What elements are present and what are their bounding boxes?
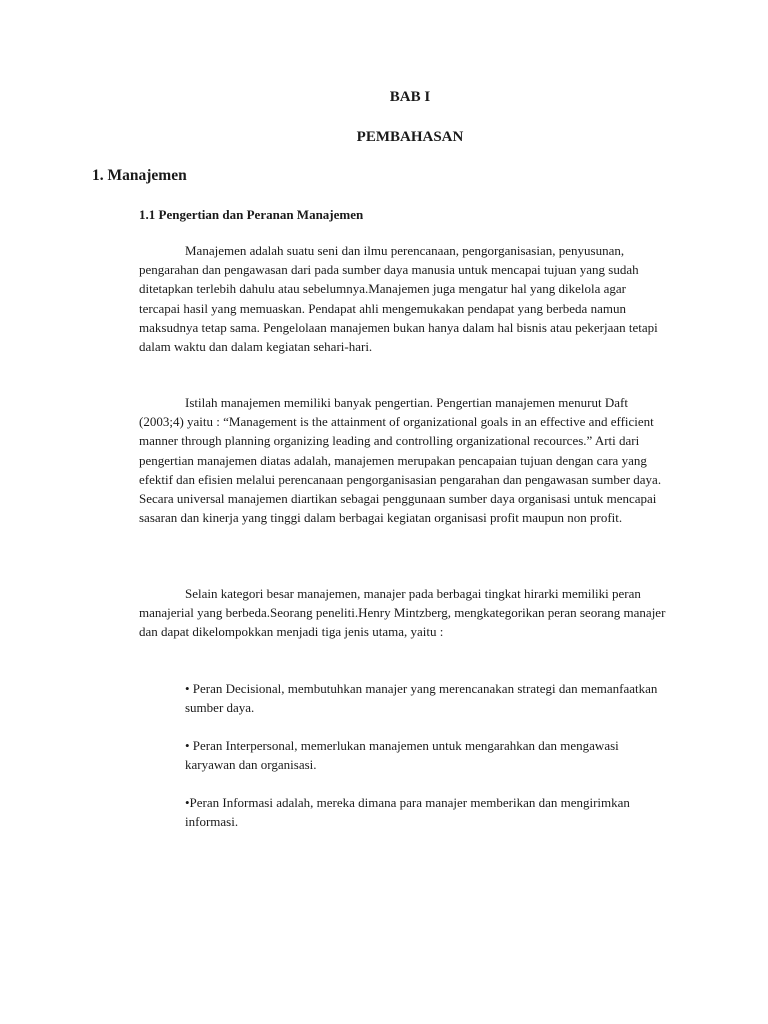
bullet-item-informasi: •Peran Informasi adalah, mereka dimana para manajer memberikan dan mengirimkan informasi. <box>185 795 630 830</box>
paragraph-1-text: Manajemen adalah suatu seni dan ilmu perencanaan, pengorganisasian, penyusunan, pengarahan dan pengawasan dari pada sumber daya manusia untuk mencapai tujuan yang sudah ditetapkan terlebih dahulu atau sebelumnya.Manajemen juga mengatur hal yang dikelola agar tercapai hasil yang memuaskan. Pendapat ahli mengemukakan pendapat yang berbeda namun maksudnya tetap sama. Pengelolaan manajemen bukan hanya dalam hal bisnis atau pekerjaan tetapi dalam waktu dan dalam kegiatan sehari-hari. <box>139 243 658 355</box>
paragraph-1 <box>139 241 669 356</box>
section-title: 1. Manajemen <box>92 167 187 184</box>
paragraph-3 <box>139 584 669 642</box>
chapter-title: PEMBAHASAN <box>356 129 464 145</box>
paragraph-2 <box>139 393 669 527</box>
subsection-title: 1.1 Pengertian dan Peranan Manajemen <box>139 207 364 222</box>
bullet-item-interpersonal: • Peran Interpersonal, memerlukan manajemen untuk mengarahkan dan mengawasi karyawan dan organisasi. <box>185 738 619 773</box>
paragraph-2-text: Istilah manajemen memiliki banyak pengertian. Pengertian manajemen menurut Daft (2003;4) yaitu : “Management is the attainment of organizational goals in an effective and efficient manner through planning organizing leading and controlling organizational recources.” Arti dari pengertian manajemen diatas adalah, manajemen merupakan pencapaian tujuan dengan cara yang efektif dan efisien melalui perencanaan pengorganisasian pengarahan dan pengawasan sumber daya. Secara universal manajemen diartikan sebagai penggunaan sumber daya organisasi untuk mencapai sasaran dan kinerja yang tinggi dalam berbagai kegiatan organisasi profit maupun non profit. <box>139 395 662 526</box>
paragraph-3-text: Selain kategori besar manajemen, manajer pada berbagai tingkat hirarki memiliki peran manajerial yang berbeda.Seorang peneliti.Henry Mintzberg, mengkategorikan peran seorang manajer dan dapat dikelompokkan menjadi tiga jenis utama, yaitu : <box>139 586 666 640</box>
chapter-number: BAB I <box>389 89 431 105</box>
bullet-item-decisional: • Peran Decisional, membutuhkan manajer yang merencanakan strategi dan memanfaatkan sumber daya. <box>185 681 658 716</box>
